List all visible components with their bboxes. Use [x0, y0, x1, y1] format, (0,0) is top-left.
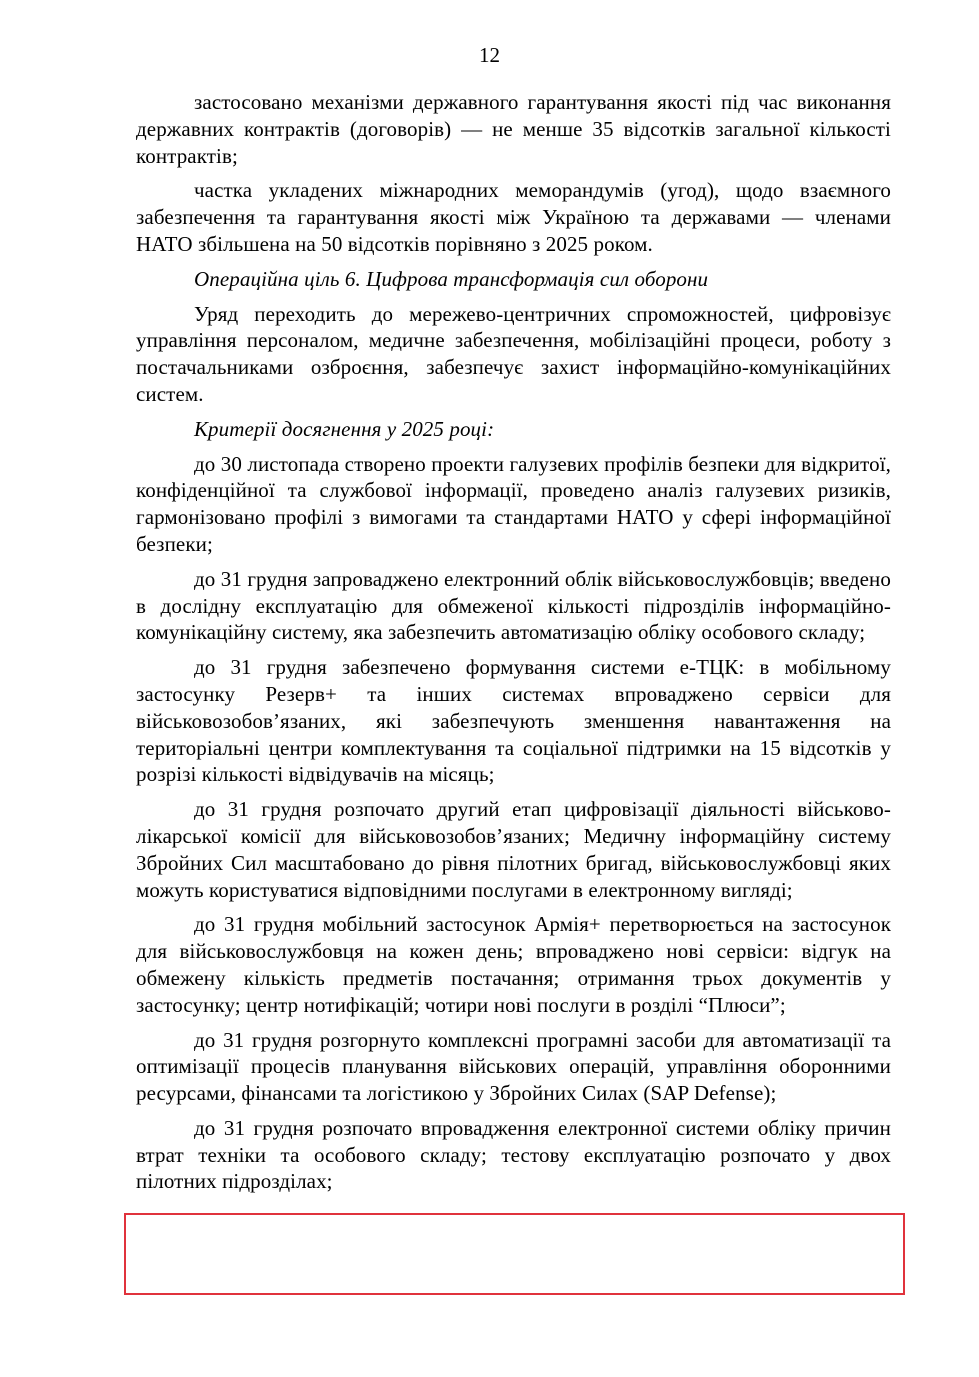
paragraph-government-network-centric: Уряд переходить до мережево-центричних спроможностей, цифровізує управління персоналом, медичне забезпечення, мобілізаційні процеси, роботу з постачальниками озброєння, забезпечує захист інформаційно-комунікаційних систем. — [136, 301, 891, 406]
paragraph-medical-commission: до 31 грудня розпочато другий етап цифровізації діяльності військово-лікарської комісії для військовозобов’язаних; Медичну інформаційну систему Збройних Сил масштабовано до рівня пілотних бригад, військовослужбовці яких можуть користуватися відповідними послугами в електронному вигляді; — [136, 797, 891, 902]
section-heading-operational-goal-6: Операційна ціль 6. Цифрова трансформація сил оборони — [194, 266, 709, 291]
document-body — [136, 89, 891, 1203]
page-number: 12 — [479, 43, 500, 67]
paragraph-electronic-records: до 31 грудня запроваджено електронний облік військовослужбовців; введено в дослідну експлуатацію для обмеженої кількості підрозділів інформаційно-комунікаційну систему, яка забезпечить автоматизацію обліку особового складу; — [136, 566, 891, 645]
paragraph-army-plus-app: до 31 грудня мобільний застосунок Армія+ перетворюється на застосунок для військовослужбовця на кожен день; впроваджено нові сервіси: відгук на обмежену кількість предметів постачання; отримання трьох документів у застосунку; центр нотифікацій; чотири нові послуги в розділі “Плюси”; — [136, 912, 891, 1017]
paragraph-nato-memoranda: частка укладених міжнародних меморандумів (угод), щодо взаємного забезпечення та гарантування якості між Україною та державами — членами НАТО збільшена на 50 відсотків порівняно з 2025 роком. — [136, 178, 891, 256]
paragraph-e-tck-system: до 31 грудня забезпечено формування системи е-ТЦК: в мобільному застосунку Резерв+ та інших системах впроваджено сервіси для військовозобов’язаних, які забезпечують зменшення навантаження на територіальні центри комплектування та соціальної підтримки на 15 відсотків у розрізі кількості відвідувачів на місяць; — [136, 655, 891, 787]
paragraph-security-profiles: до 30 листопада створено проекти галузевих профілів безпеки для відкритої, конфіденційної та службової інформації, проведено аналіз галузевих ризиків, гармонізовано профілі з вимогами та стандартами НАТО у сфері інформаційної безпеки; — [136, 451, 891, 556]
section-heading-criteria-2025: Критерії досягнення у 2025 році: — [194, 416, 495, 441]
paragraph-sap-defense: до 31 грудня розгорнуто комплексні програмні засоби для автоматизації та оптимізації процесів планування військових операцій, управління оборонними ресурсами, фінансами та логістикою у Збройних Силах (SAP Defense); — [136, 1027, 891, 1106]
paragraph-quality-contracts: застосовано механізми державного гарантування якості під час виконання державних контрактів (договорів) — не менше 35 відсотків загальної кількості контрактів; — [136, 90, 891, 168]
highlight-box — [124, 1213, 905, 1295]
paragraph-loss-accounting-system: до 31 грудня розпочато впровадження електронної системи обліку причин втрат техніки та особового складу; тестову експлуатацію розпочато у двох пілотних підрозділах; — [136, 1115, 891, 1194]
